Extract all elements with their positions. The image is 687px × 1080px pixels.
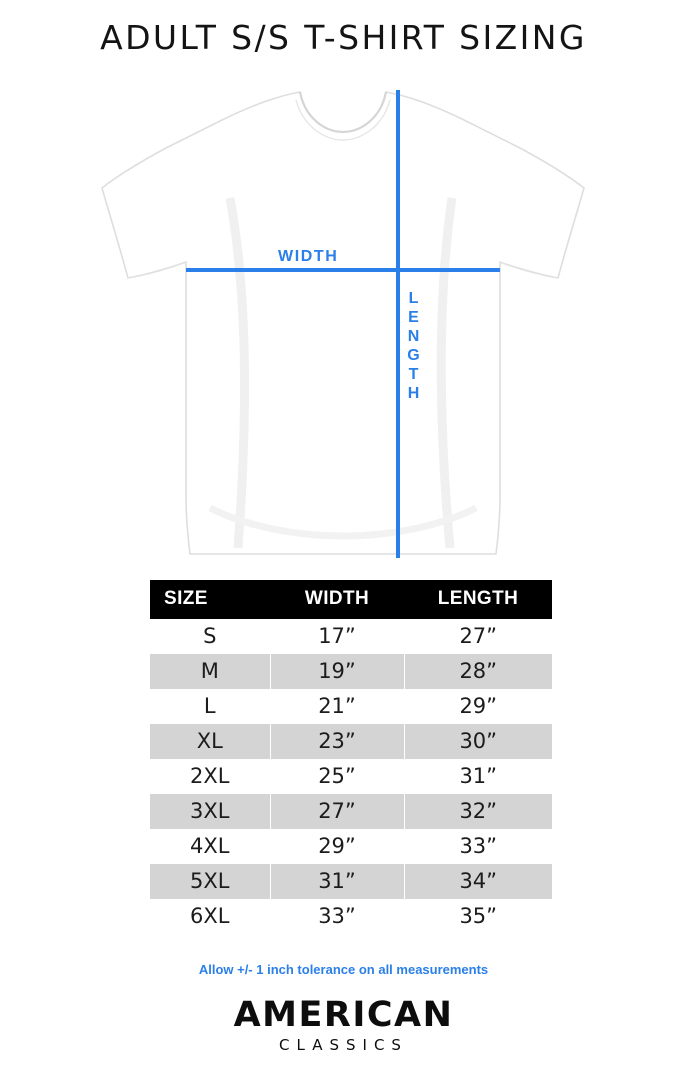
brand-subtitle: CLASSICS: [279, 1036, 408, 1054]
tshirt-illustration: [0, 78, 687, 568]
cell-width: 23”: [270, 724, 404, 759]
cell-width: 29”: [270, 829, 404, 864]
cell-length: 35”: [404, 899, 552, 934]
cell-length: 31”: [404, 759, 552, 794]
length-label: LENGTH: [405, 290, 422, 404]
cell-width: 33”: [270, 899, 404, 934]
table-row: [150, 759, 552, 794]
cell-length: 30”: [404, 724, 552, 759]
cell-width: 31”: [270, 864, 404, 899]
cell-size: 2XL: [150, 759, 270, 794]
shirt-diagram: [0, 78, 687, 568]
size-table: [150, 580, 552, 934]
cell-size: 5XL: [150, 864, 270, 899]
cell-width: 25”: [270, 759, 404, 794]
cell-length: 28”: [404, 654, 552, 689]
page-title: ADULT S/S T-SHIRT SIZING: [100, 18, 587, 57]
cell-width: 27”: [270, 794, 404, 829]
cell-width: 17”: [270, 619, 404, 654]
cell-length: 33”: [404, 829, 552, 864]
cell-size: 6XL: [150, 899, 270, 934]
table-row: [150, 794, 552, 829]
cell-length: 29”: [404, 689, 552, 724]
header-length: LENGTH: [404, 580, 552, 619]
cell-length: 27”: [404, 619, 552, 654]
table-row: [150, 689, 552, 724]
table-row: [150, 864, 552, 899]
cell-width: 21”: [270, 689, 404, 724]
cell-length: 34”: [404, 864, 552, 899]
tolerance-note: Allow +/- 1 inch tolerance on all measurements: [198, 962, 489, 977]
header-size: SIZE: [150, 580, 270, 619]
table-row: [150, 654, 552, 689]
cell-size: 4XL: [150, 829, 270, 864]
cell-size: S: [150, 619, 270, 654]
brand-name: AMERICAN: [233, 995, 454, 1035]
cell-size: 3XL: [150, 794, 270, 829]
table-row: [150, 829, 552, 864]
table-header-row: [150, 580, 552, 619]
cell-size: M: [150, 654, 270, 689]
cell-size: XL: [150, 724, 270, 759]
cell-size: L: [150, 689, 270, 724]
header-width: WIDTH: [270, 580, 404, 619]
size-table-container: [150, 580, 538, 934]
cell-length: 32”: [404, 794, 552, 829]
table-row: [150, 899, 552, 934]
cell-width: 19”: [270, 654, 404, 689]
table-row: [150, 619, 552, 654]
width-label: WIDTH: [278, 248, 339, 265]
table-row: [150, 724, 552, 759]
